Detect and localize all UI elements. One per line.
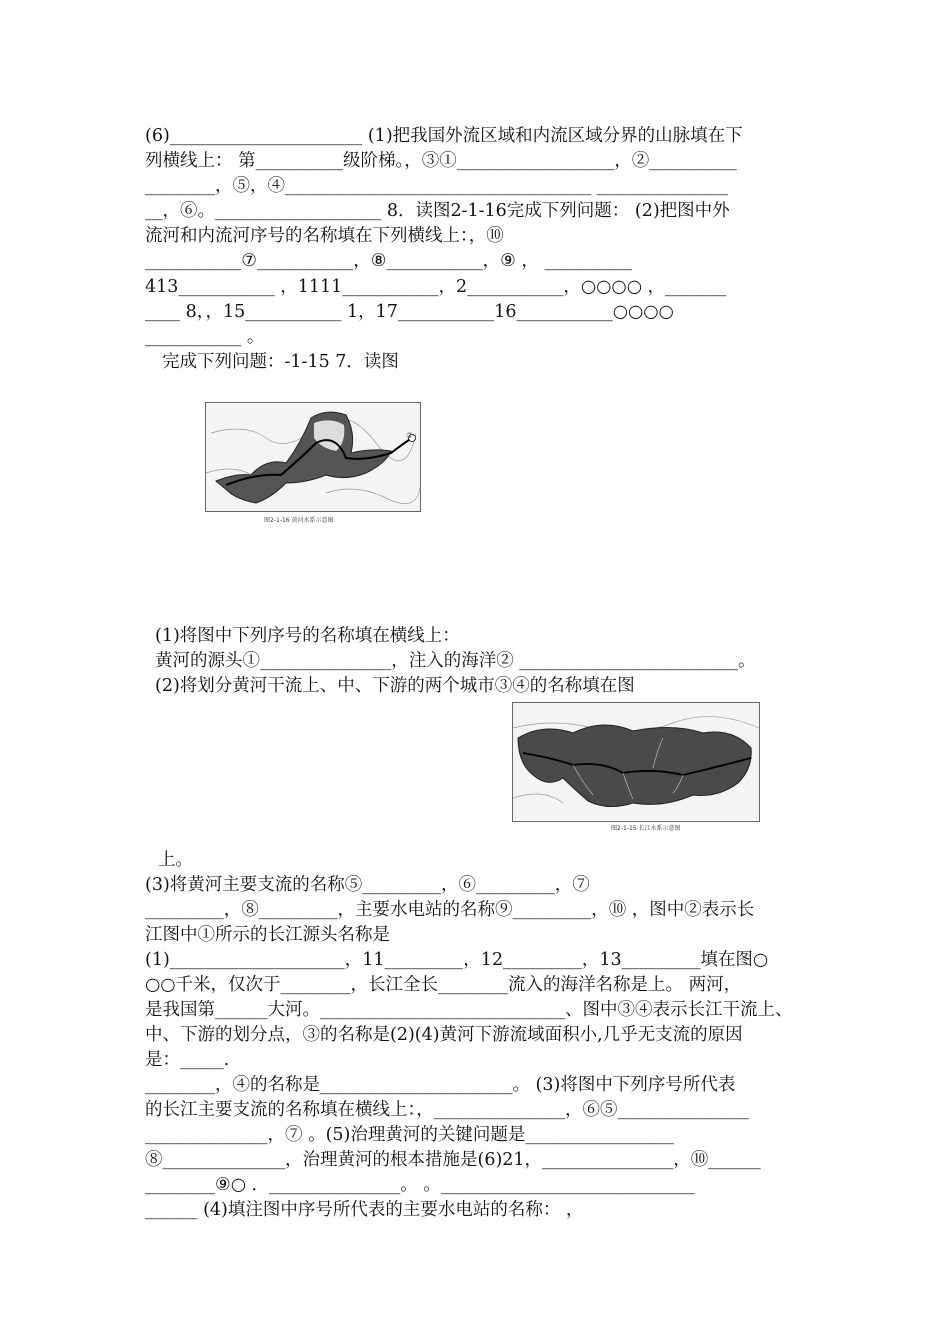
yellow-river-map-drawing bbox=[206, 403, 420, 511]
text-line-18: (1)____________________，11_________，12_________，13_________填在图○ bbox=[145, 950, 769, 970]
text-line-27: ________⑨○ ．_______________。 。_____________________________ bbox=[145, 1175, 695, 1195]
text-line-28: ______ (4)填注图中序号所代表的主要水电站的名称： ， bbox=[145, 1200, 584, 1220]
text-line-20: 是我国第______大河。____________________________、图中③④表示长江干流上、 bbox=[145, 1000, 793, 1020]
text-line-13: (2)将划分黄河干流上、中、下游的两个城市③④的名称填在图 bbox=[155, 676, 635, 696]
yangtze-caption: 图2-1-15 长江水系示意图 bbox=[611, 825, 681, 832]
text-line-21: 中、下游的划分点，③的名称是(2)(4)黄河下游流域面积小,几乎无支流的原因 bbox=[145, 1025, 743, 1045]
text-line-14: 上。 bbox=[158, 850, 193, 870]
text-line-22: 是：_____. bbox=[145, 1050, 230, 1070]
text-line-2: 列横线上： 第__________级阶梯。，③①__________________，②__________ bbox=[145, 151, 737, 171]
text-line-23: ________，④的名称是______________________。 (3)将图中下列序号所代表 bbox=[145, 1075, 736, 1095]
text-line-4: __，⑥。___________________ 8．读图2-1-16完成下列问题： (2)把图中外 bbox=[145, 201, 730, 221]
text-line-3: ________，⑤，④___________________________________ _______________ bbox=[145, 176, 729, 196]
yellow-river-marker: ② bbox=[406, 431, 414, 440]
text-line-1: (6)______________________ (1)把我国外流区域和内流区域分界的山脉填在下 bbox=[145, 126, 743, 146]
yellow-river-map bbox=[205, 402, 421, 524]
text-line-8: ____ 8，，15___________ 1，17___________16___________○○○○ bbox=[145, 302, 674, 322]
text-line-17: 江图中①所示的长江源头名称是 bbox=[145, 925, 390, 945]
text-line-5: 流河和内流河序号的名称填在下列横线上：，⑩ bbox=[145, 226, 504, 246]
text-line-24: 的长江主要支流的名称填在横线上：，_______________，⑥⑤_______________ bbox=[145, 1100, 749, 1120]
text-line-16: _________，⑧_________，主要水电站的名称⑨_________，⑩ ，图中②表示长 bbox=[145, 900, 755, 920]
yellow-river-caption: 图2-1-16 黄河水系示意图 bbox=[264, 517, 334, 524]
text-line-9: ___________ 。 bbox=[145, 327, 265, 347]
text-line-10: 完成下列问题：-1-15 7．读图 bbox=[162, 352, 399, 372]
text-line-25: ______________，⑦ 。(5)治理黄河的关键问题是_________________ bbox=[145, 1125, 675, 1145]
text-line-11: (1)将图中下列序号的名称填在横线上： bbox=[155, 626, 460, 646]
text-line-12: 黄河的源头①_______________，注入的海洋② _________________________。 bbox=[155, 651, 756, 671]
text-line-19: ○○千米，仅次于________，长江全长________流入的海洋名称是上。 两河， bbox=[145, 975, 742, 995]
yangtze-river-map bbox=[512, 702, 760, 832]
yangtze-river-map-drawing bbox=[513, 703, 759, 821]
text-line-6: ___________⑦___________，⑧___________，⑨ ， __________ bbox=[145, 251, 632, 271]
text-line-15: (3)将黄河主要支流的名称⑤_________，⑥_________，⑦ bbox=[145, 875, 590, 895]
text-line-26: ⑧______________，治理黄河的根本措施是(6)21，_______________，⑩______ bbox=[145, 1150, 761, 1170]
text-line-7: 413___________ ，1111___________，2___________，○○○○ ，_______ bbox=[145, 277, 727, 297]
